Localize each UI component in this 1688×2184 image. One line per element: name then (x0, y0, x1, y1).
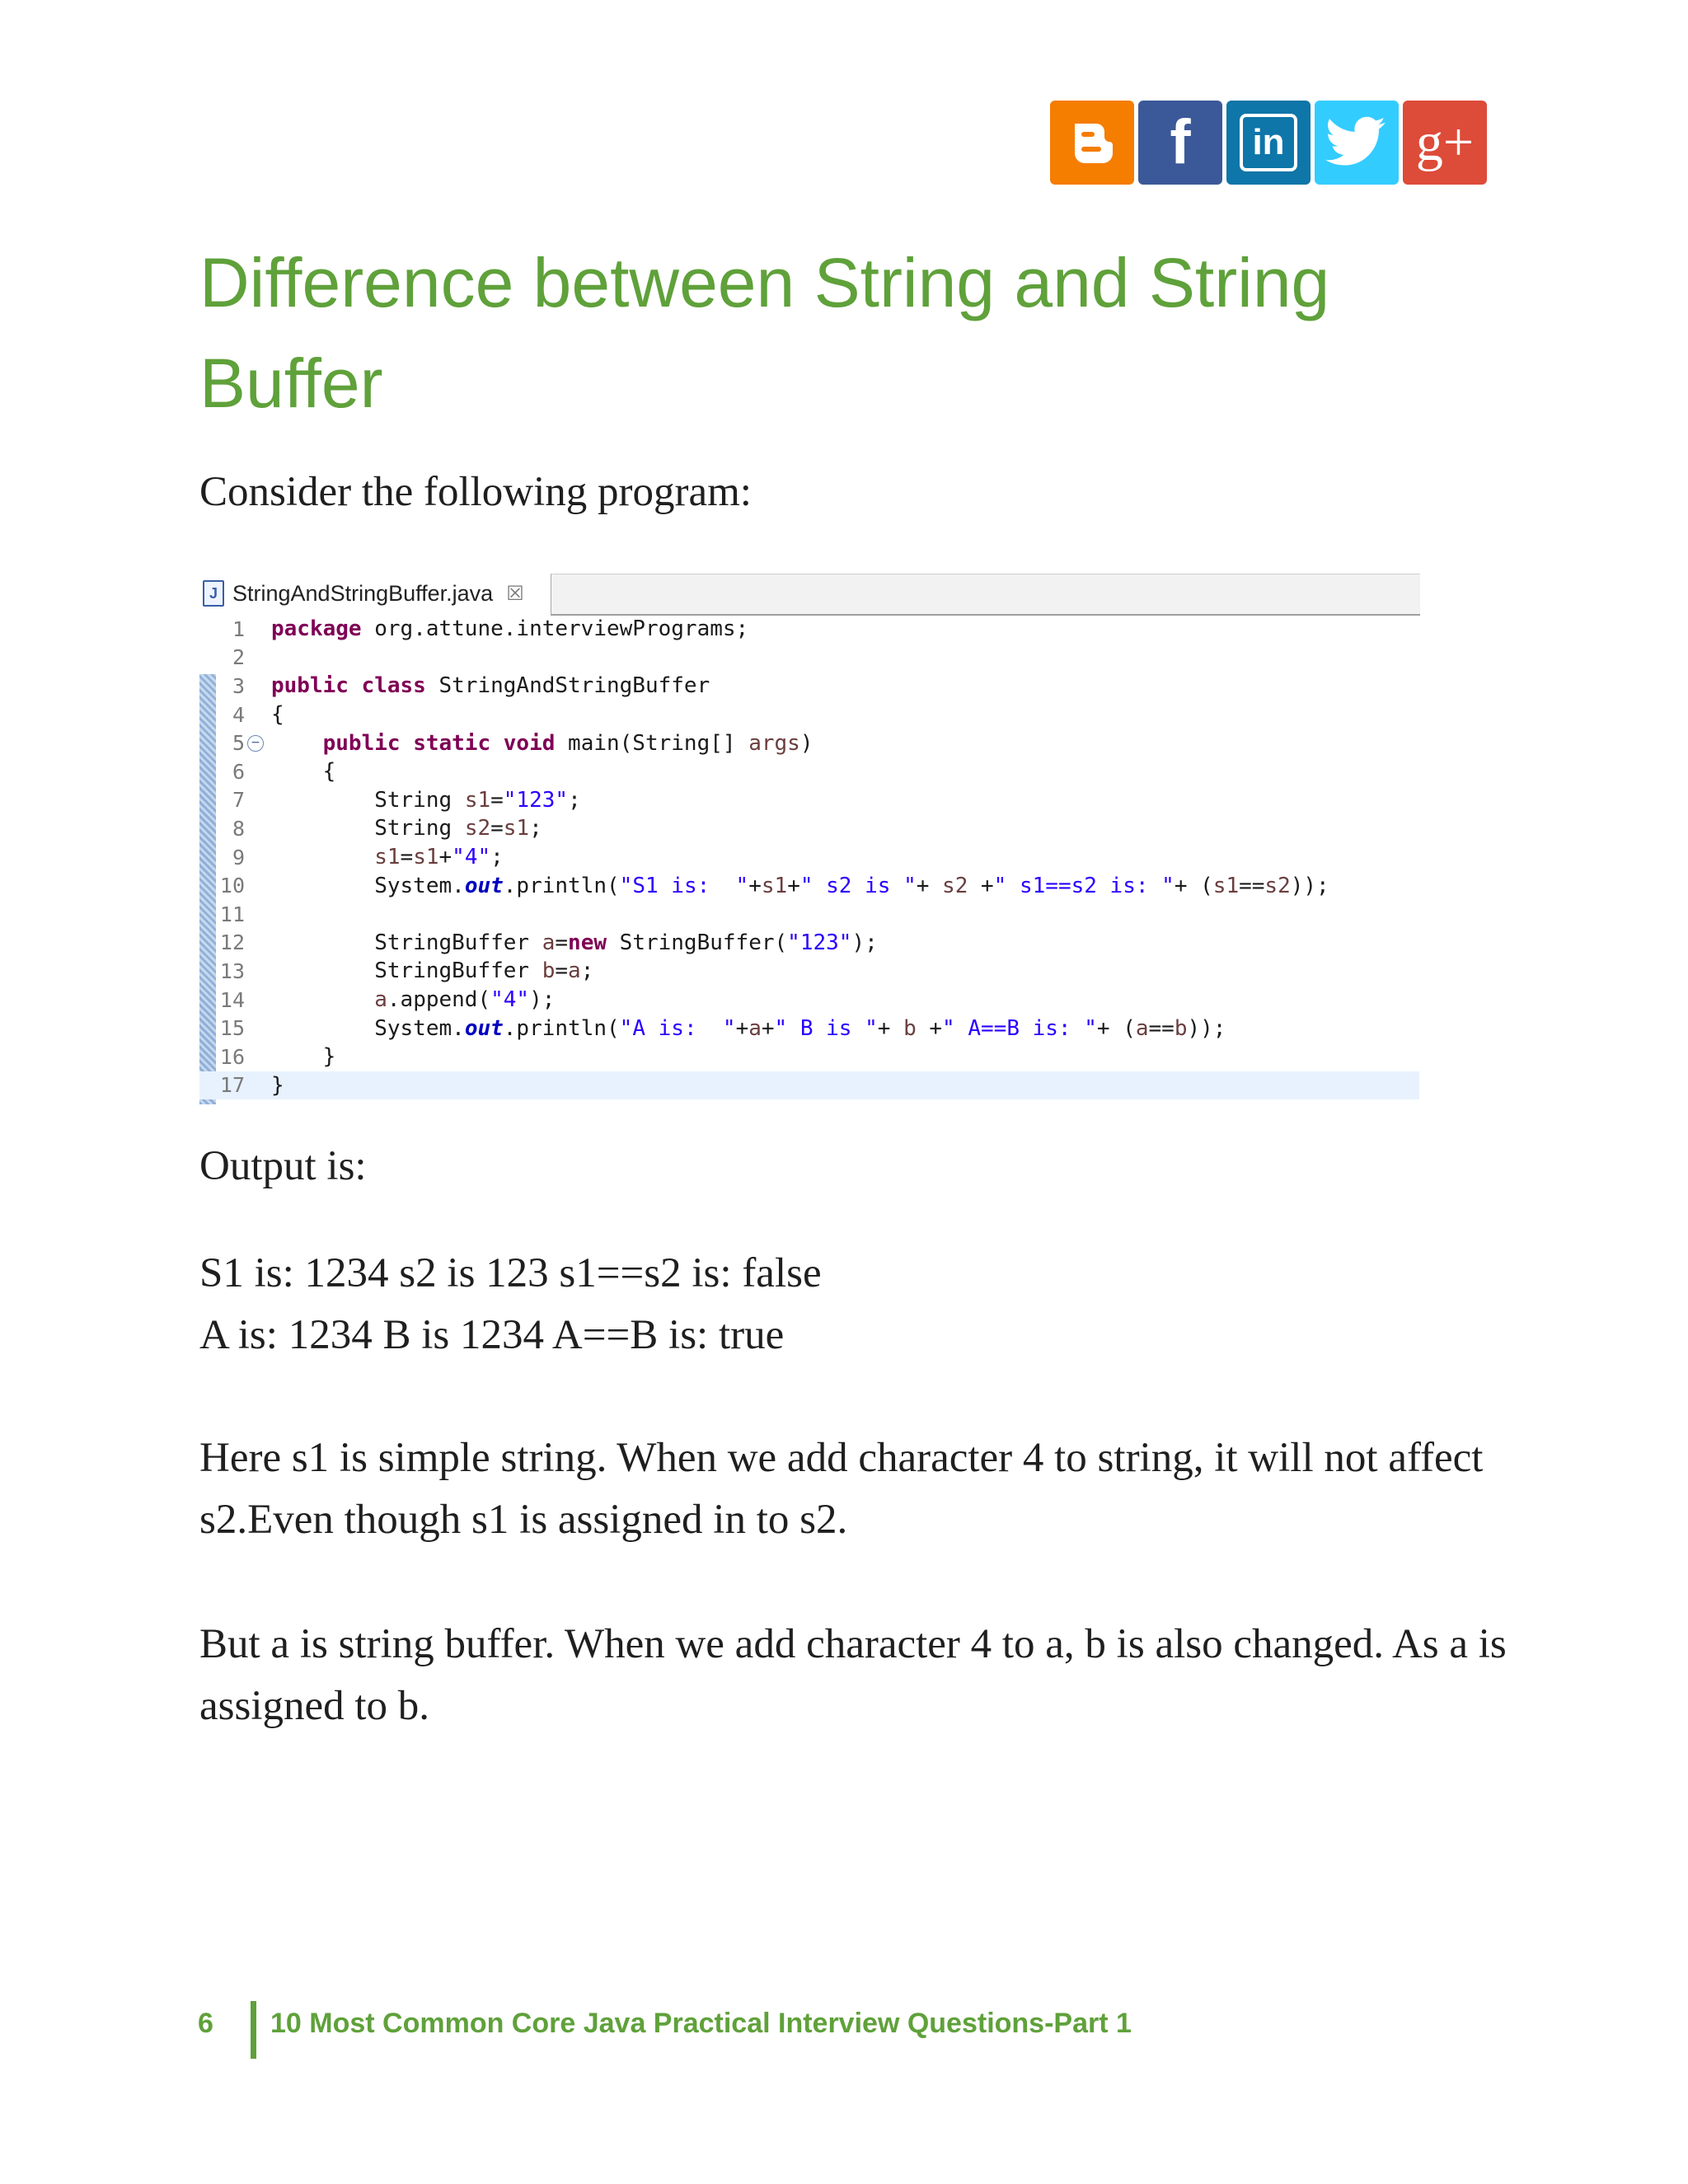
code-line[interactable] (199, 757, 1419, 786)
java-file-icon: J (203, 580, 224, 607)
code-line[interactable] (199, 957, 1419, 986)
code-token: new (568, 930, 607, 955)
code-token: public class (271, 673, 426, 699)
page-number: 6 (198, 2008, 213, 2039)
code-token: } (271, 1044, 336, 1070)
code-token: .println( (503, 873, 620, 898)
code-token: ; (580, 958, 594, 984)
twitter-icon[interactable] (1315, 101, 1399, 185)
line-number: 7 (232, 788, 245, 813)
code-token: a (374, 987, 387, 1013)
code-token: s1 (761, 873, 788, 898)
output-heading: Output is: (199, 1143, 367, 1189)
code-token: { (271, 759, 336, 785)
output-line-2: A is: 1234 B is 1234 A==B is: true (199, 1312, 785, 1358)
code-line[interactable] (199, 1071, 1419, 1100)
fold-collapse-icon[interactable]: − (247, 735, 264, 752)
code-token: ; (529, 816, 542, 841)
code-token: s1 (413, 845, 439, 870)
code-token: b (1174, 1015, 1188, 1041)
code-token: + ( (1096, 1015, 1136, 1041)
code-token: "4" (490, 987, 530, 1013)
blogger-icon[interactable] (1050, 101, 1134, 185)
code-token: s2 (942, 873, 968, 898)
code-token: ; (568, 787, 581, 813)
code-line[interactable] (199, 1014, 1419, 1043)
code-token: "S1 is: " (619, 873, 749, 898)
footer-divider (251, 2001, 256, 2059)
code-token: + (968, 873, 994, 898)
code-token: )); (1187, 1015, 1226, 1041)
line-number: 1 (232, 616, 245, 641)
code-token: "123" (503, 787, 569, 813)
code-line[interactable] (199, 986, 1419, 1015)
code-token: " s2 is " (799, 873, 917, 898)
code-token: == (1148, 1015, 1175, 1041)
code-line[interactable] (199, 871, 1419, 900)
code-token: + (916, 873, 943, 898)
code-line[interactable] (199, 843, 1419, 872)
code-token: s2 (464, 816, 491, 841)
facebook-icon[interactable] (1138, 101, 1222, 185)
code-token: ); (851, 930, 878, 955)
code-area (199, 615, 1419, 1099)
code-token: } (271, 1072, 284, 1098)
google-plus-letters: g+ (1415, 112, 1475, 172)
social-icons (1050, 101, 1487, 186)
line-number: 3 (232, 673, 245, 698)
output-line-1: S1 is: 1234 s2 is 123 s1==s2 is: false (199, 1250, 822, 1296)
tab-bar-empty (551, 574, 1420, 616)
code-token: " A==B is: " (942, 1015, 1097, 1041)
code-token: a (748, 1015, 762, 1041)
code-line[interactable] (199, 729, 1419, 757)
line-number: 13 (219, 958, 245, 983)
code-token: out (464, 1015, 504, 1041)
code-token: args (748, 730, 800, 756)
code-token: System. (271, 873, 465, 898)
code-token: = (555, 930, 569, 955)
code-token: .println( (503, 1015, 620, 1041)
line-number: 2 (232, 645, 245, 670)
editor-tab[interactable] (199, 572, 551, 615)
code-token: s2 (1264, 873, 1291, 898)
close-tab-icon[interactable]: ☒ (506, 582, 524, 605)
code-token: = (555, 958, 569, 984)
code-editor (199, 572, 1419, 1106)
code-token: StringBuffer (271, 958, 542, 984)
code-token: + (438, 845, 452, 870)
line-number: 11 (219, 902, 245, 926)
code-token: StringBuffer( (607, 930, 788, 955)
code-token: "4" (452, 845, 491, 870)
code-token: package (271, 616, 362, 642)
linkedin-icon[interactable] (1226, 101, 1311, 185)
code-line[interactable] (199, 672, 1419, 701)
line-number: 4 (232, 702, 245, 727)
intro-text: Consider the following program: (199, 469, 752, 515)
line-number: 15 (219, 1016, 245, 1041)
code-token (271, 987, 374, 1012)
code-token: "A is: " (619, 1015, 736, 1041)
line-number: 16 (219, 1044, 245, 1069)
code-token: org.attune.interviewPrograms; (361, 616, 749, 642)
code-token: b (903, 1015, 917, 1041)
code-token: main(String[] (555, 730, 749, 756)
code-token: " s1==s2 is: " (993, 873, 1175, 898)
line-number: 12 (219, 930, 245, 955)
code-line[interactable] (199, 615, 1419, 644)
line-number: 6 (232, 759, 245, 784)
code-token: ; (490, 845, 504, 870)
code-token: s1 (1212, 873, 1240, 898)
code-token: + (748, 873, 762, 898)
code-line[interactable] (199, 900, 1419, 929)
line-number: 9 (232, 845, 245, 869)
code-token: + (877, 1015, 904, 1041)
code-token: s1 (374, 845, 401, 870)
code-token (271, 845, 374, 869)
editor-tab-name: StringAndStringBuffer.java (232, 580, 494, 606)
code-token: )); (1290, 873, 1329, 898)
code-token: " B is " (774, 1015, 878, 1041)
line-number: 17 (219, 1073, 245, 1098)
code-line[interactable] (199, 644, 1419, 673)
code-token: == (1239, 873, 1265, 898)
editor-tab-bar (199, 572, 1419, 615)
code-token: ); (529, 987, 556, 1013)
code-token: = (490, 787, 504, 813)
page-title: Difference between String and String Buffer (199, 244, 1330, 422)
google-plus-icon[interactable] (1403, 101, 1487, 185)
code-token: "123" (787, 930, 852, 955)
code-line[interactable] (199, 701, 1419, 729)
code-line[interactable] (199, 814, 1419, 843)
line-number: 5 (232, 731, 245, 756)
code-token (271, 731, 323, 756)
code-token: + (787, 873, 800, 898)
code-token: = (490, 816, 504, 841)
code-token: b (542, 958, 556, 984)
code-line[interactable] (199, 929, 1419, 958)
code-token: StringBuffer (271, 930, 542, 955)
code-token: String (271, 816, 465, 841)
footer-title: 10 Most Common Core Java Practical Interview Questions-Part 1 (270, 2008, 1132, 2039)
code-token: s1 (464, 787, 491, 813)
code-token: ) (799, 730, 814, 756)
code-token: + (735, 1015, 749, 1041)
code-line[interactable] (199, 1043, 1419, 1071)
code-line[interactable] (199, 786, 1419, 815)
code-token: a (568, 958, 581, 984)
explanation-paragraph-2: But a is string buffer. When we add character 4 to a, b is also changed. As a is assigned to b. (199, 1621, 1507, 1729)
code-token: s1 (503, 816, 530, 841)
facebook-letter: f (1170, 107, 1191, 177)
code-token: System. (271, 1015, 465, 1041)
code-token: public static void (322, 730, 556, 756)
code-token: a (542, 930, 556, 955)
code-token: + (916, 1015, 943, 1041)
explanation-paragraph-1: Here s1 is simple string. When we add character 4 to string, it will not affect s2.Even though s1 is assigned in to s2. (199, 1435, 1484, 1543)
code-token: { (271, 702, 284, 728)
code-token: + (761, 1015, 775, 1041)
line-number: 10 (219, 874, 245, 898)
code-token: String (271, 787, 465, 813)
code-token: a (1135, 1015, 1149, 1041)
code-token: StringAndStringBuffer (425, 673, 710, 699)
linkedin-letters: in (1252, 122, 1285, 162)
line-number: 14 (219, 987, 245, 1012)
code-token: .append( (387, 987, 491, 1013)
code-token: out (464, 873, 504, 898)
code-token: + ( (1174, 873, 1213, 898)
line-number: 8 (232, 816, 245, 841)
code-token: = (400, 845, 414, 870)
